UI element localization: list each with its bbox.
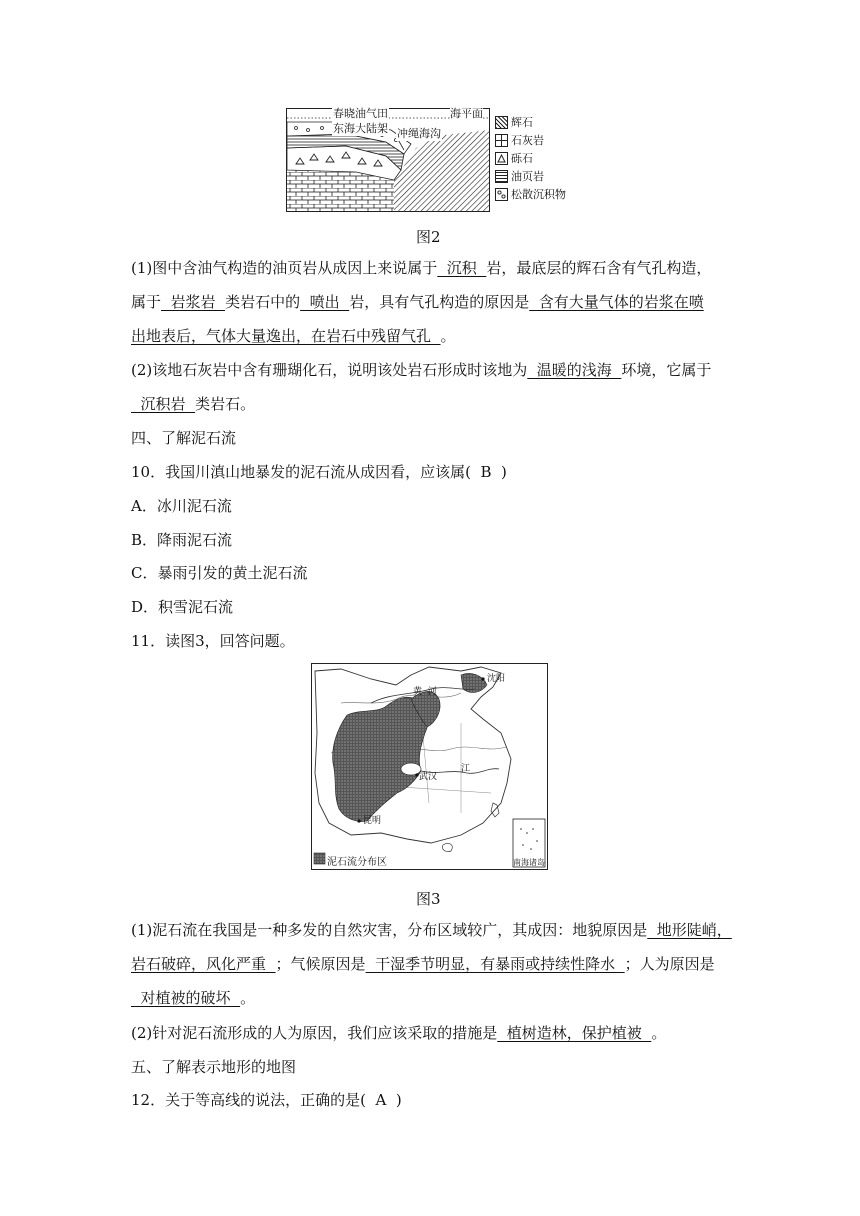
label-yangtze-river: 江 bbox=[461, 764, 471, 774]
answer-warm-shallow-sea: 温暖的浅海 bbox=[527, 361, 622, 379]
q12-stem: 12．关于等高线的说法，正确的是( A ) bbox=[131, 1091, 402, 1109]
q10-option-c: C．暴雨引发的黄土泥石流 bbox=[131, 564, 308, 582]
answer-climate-cause: 干湿季节明显，有暴雨或持续性降水 bbox=[365, 955, 625, 973]
q9-part1-line2: 属于 岩浆岩 类岩石中的 喷出 岩，具有气孔构造的原因是 含有大量气体的岩浆在喷 bbox=[131, 293, 704, 311]
figure-2-legend bbox=[495, 113, 566, 203]
q11-stem: 11．读图3，回答问题。 bbox=[131, 632, 295, 650]
figure-3-map bbox=[311, 663, 548, 870]
legend-item-loose-sediment: 松散沉积物 bbox=[495, 185, 566, 203]
answer-human-cause: 对植被的破坏 bbox=[131, 989, 241, 1007]
legend-item-oil-shale: 油页岩 bbox=[495, 167, 566, 185]
answer-vesicle-reason-part2: 出地表后，气体大量逸出，在岩石中残留气孔 bbox=[131, 327, 441, 345]
label-kunming: 昆明 bbox=[363, 816, 382, 826]
answer-vesicle-reason-part1: 含有大量气体的岩浆在喷 bbox=[529, 293, 704, 311]
label-wuhan: 武汉 bbox=[419, 772, 438, 782]
legend-item-pyroxene: 辉石 bbox=[495, 113, 566, 131]
q10-option-b: B．降雨泥石流 bbox=[131, 531, 233, 549]
q11-part1-line3: 对植被的破坏 。 bbox=[131, 989, 256, 1007]
label-chunxiao-oilfield: 春晓油气田 bbox=[333, 107, 388, 120]
label-east-china-sea-shelf: 东海大陆架 bbox=[333, 122, 388, 135]
answer-extrusive: 喷出 bbox=[300, 293, 350, 311]
q9-part2-line1: (2)该地石灰岩中含有珊瑚化石，说明该处岩石形成时该地为 温暖的浅海 环境，它属于 bbox=[131, 361, 712, 379]
loose-sediment-swatch bbox=[495, 188, 508, 201]
figure-2-cross-section bbox=[286, 108, 490, 212]
label-sea-level: 海平面 bbox=[450, 107, 483, 120]
figure-3-caption: 图3 bbox=[416, 890, 441, 908]
q10-option-a: A．冰川泥石流 bbox=[131, 497, 232, 515]
limestone-swatch bbox=[495, 134, 508, 147]
answer-igneous: 岩浆岩 bbox=[161, 293, 226, 311]
oil-shale-swatch bbox=[495, 170, 508, 183]
section-4-heading: 四、了解泥石流 bbox=[131, 429, 237, 447]
gravel-swatch bbox=[495, 152, 508, 165]
q10-option-d: D．积雪泥石流 bbox=[131, 598, 234, 616]
legend-item-gravel: 砾石 bbox=[495, 149, 566, 167]
label-okinawa-trough: 冲绳海沟 bbox=[397, 127, 441, 140]
figure-2-caption: 图2 bbox=[416, 228, 441, 246]
answer-sedimentary: 沉积 bbox=[437, 259, 487, 277]
q10-stem: 10．我国川滇山地暴发的泥石流从成因看，应该属( B ) bbox=[131, 463, 507, 481]
q9-part1-line3: 出地表后，气体大量逸出，在岩石中残留气孔 。 bbox=[131, 327, 456, 345]
q11-part1-line2: 岩石破碎，风化严重 ；气候原因是 干湿季节明显，有暴雨或持续性降水 ；人为原因是 bbox=[131, 955, 715, 973]
answer-terrain-cause-part2: 岩石破碎，风化严重 bbox=[131, 955, 276, 973]
label-debris-flow-area: 泥石流分布区 bbox=[327, 857, 387, 868]
pyroxene-swatch bbox=[495, 116, 508, 129]
q9-part2-line2: 沉积岩 类岩石。 bbox=[131, 395, 256, 413]
label-south-china-sea-islands: 南海诸岛 bbox=[513, 858, 545, 867]
q11-part2-line1: (2)针对泥石流形成的人为原因，我们应该采取的措施是 植树造林，保护植被 。 bbox=[131, 1024, 667, 1042]
label-yellow-river: 黄 河 bbox=[413, 687, 437, 697]
q9-part1-line1: (1)图中含油气构造的油页岩从成因上来说属于 沉积 岩，最底层的辉石含有气孔构造， bbox=[131, 259, 712, 277]
answer-terrain-cause-part1: 地形陡峭， bbox=[647, 921, 732, 939]
section-5-heading: 五、了解表示地形的地图 bbox=[131, 1058, 297, 1076]
legend-item-limestone: 石灰岩 bbox=[495, 131, 566, 149]
answer-measures: 植树造林，保护植被 bbox=[497, 1024, 652, 1042]
answer-sedimentary-rock: 沉积岩 bbox=[131, 395, 196, 413]
q11-part1-line1: (1)泥石流在我国是一种多发的自然灾害，分布区域较广，其成因：地貌原因是 地形陡峭， bbox=[131, 921, 732, 939]
label-shenyang: 沈阳 bbox=[487, 674, 506, 684]
